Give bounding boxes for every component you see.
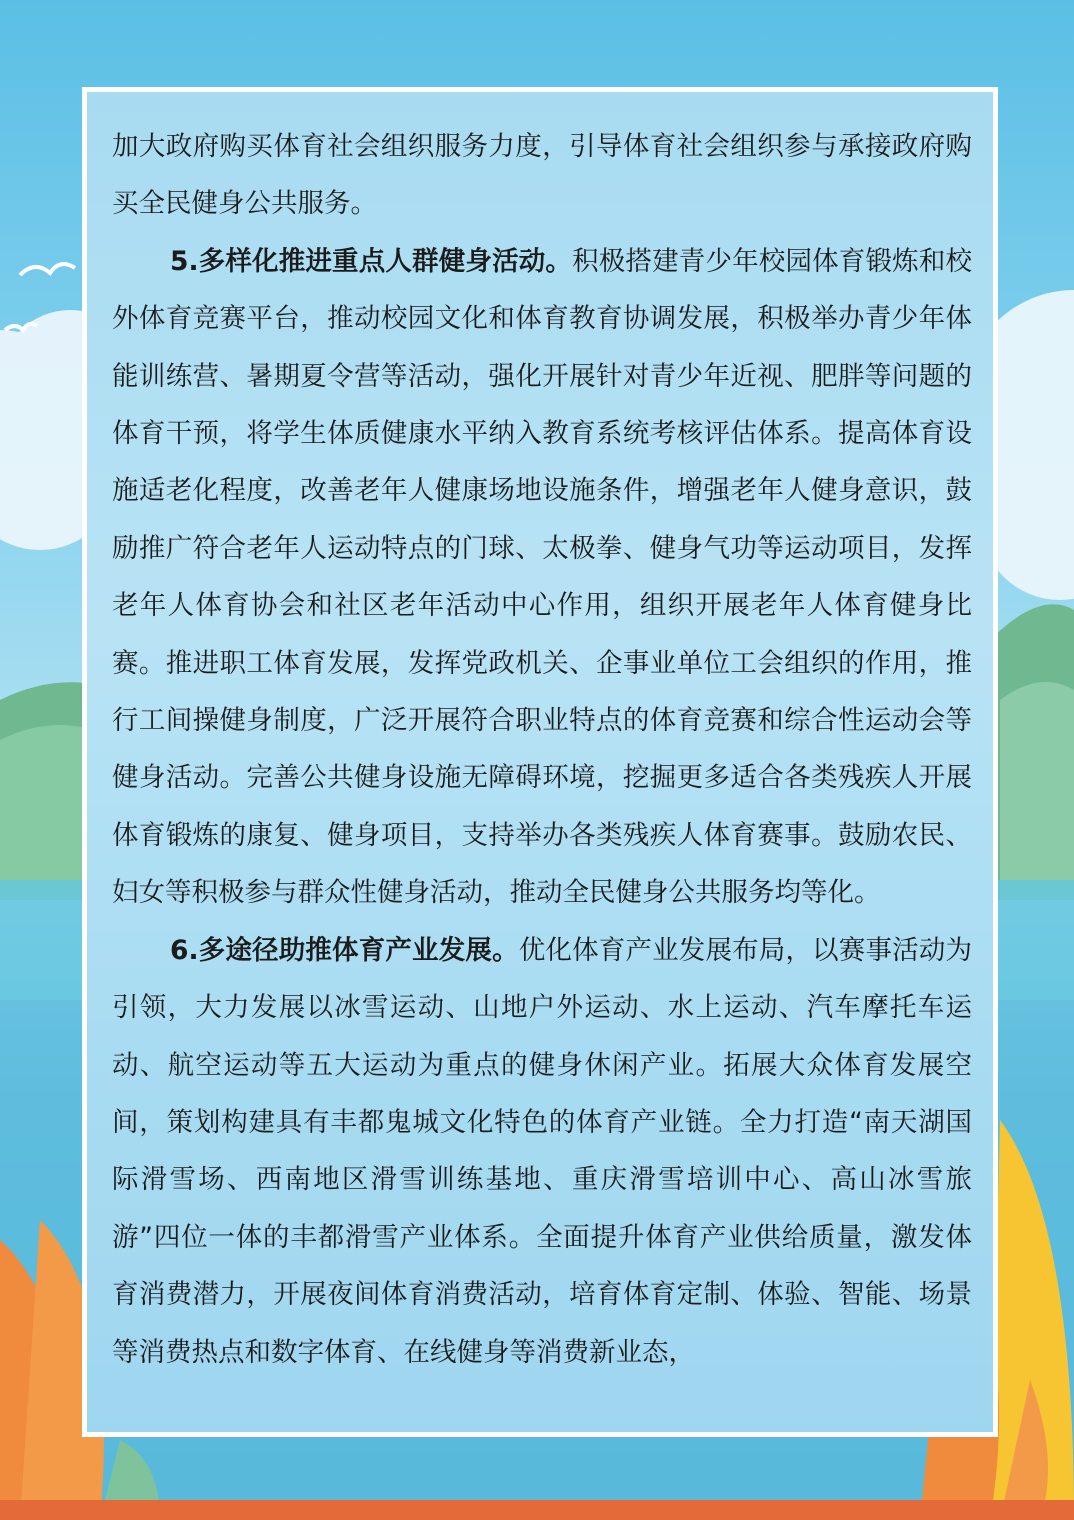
ground-bottom [0, 1500, 1074, 1520]
paragraph-2-text: 积极搭建青少年校园体育锻炼和校外体育竞赛平台，推动校园文化和体育教育协调发展，积极举办青少年体能训练营、暑期夏令营等活动，强化开展针对青少年近视、肥胖等问题的体育干预，将学生体质健康水平纳入教育系统考核评估体系。提高体育设施适老化程度，改善老年人健康场地设施条件，增强老年人健身意识，鼓励推广符合老年人运动特点的门球、太极拳、健身气功等运动项目，发挥老年人体育协会和社区老年活动中心作用，组织开展老年人体育健身比赛。推进职工体育发展，发挥党政机关、企事业单位工会组织的作用，推行工间操健身制度，广泛开展符合职业特点的体育竞赛和综合性运动会等健身活动。完善公共健身设施无障碍环境，挖掘更多适合各类残疾人开展体育锻炼的康复、健身项目，支持举办各类残疾人体育赛事。鼓励农民、妇女等积极参与群众性健身活动，推动全民健身公共服务均等化。 [112, 245, 972, 909]
paragraph-1 [112, 118, 972, 233]
paragraph-1-text: 加大政府购买体育社会组织服务力度，引导体育社会组织参与承接政府购买全民健身公共服务。 [112, 131, 972, 220]
section-5-heading: 5.多样化推进重点人群健身活动。 [170, 245, 573, 277]
paragraph-2 [112, 233, 972, 922]
paragraph-3 [112, 922, 972, 1381]
section-6-heading: 6.多途径助推体育产业发展。 [170, 934, 519, 966]
paragraph-3-text: 优化体育产业发展布局，以赛事活动为引领，大力发展以冰雪运动、山地户外运动、水上运动、汽车摩托车运动、航空运动等五大运动为重点的健身休闲产业。拓展大众体育发展空间，策划构建具有丰都鬼城文化特色的体育产业链。全力打造“南天湖国际滑雪场、西南地区滑雪训练基地、重庆滑雪培训中心、高山冰雪旅游”四位一体的丰都滑雪产业体系。全面提升体育产业供给质量，激发体育消费潜力，开展夜间体育消费活动，培育体育定制、体验、智能、场景等消费热点和数字体育、在线健身等消费新业态， [112, 934, 972, 1368]
document-body [112, 118, 972, 1381]
